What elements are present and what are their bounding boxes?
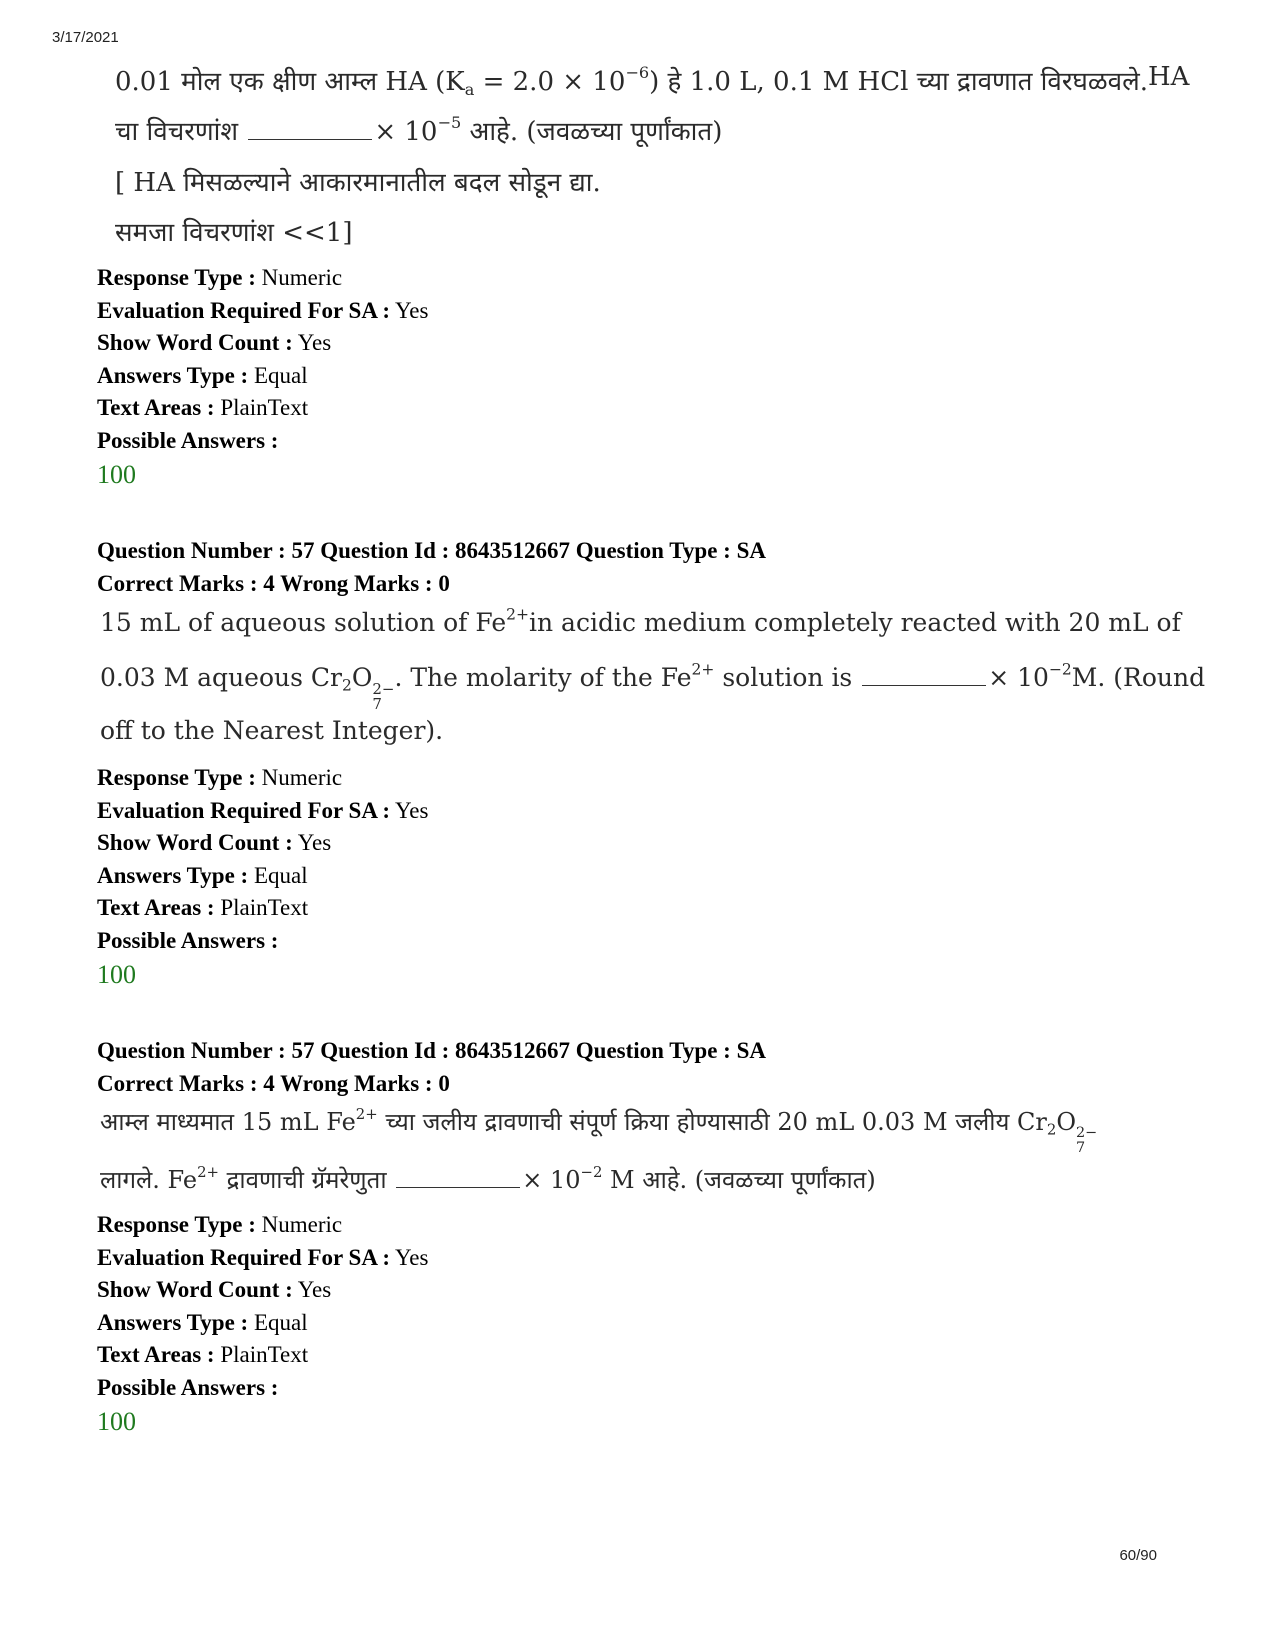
q56-line-1-end: HA xyxy=(1147,62,1190,92)
q57-line-1-b: in acidic medium completely reacted with 20 mL of xyxy=(529,608,1181,637)
question-57-marathi-metadata xyxy=(97,1209,428,1440)
q56-line-1-main: 0.01 मोल एक क्षीण आम्ल HA $(K_a = 2.0 \times 10^{-6})$ हे 1.0 L, 0.1 M HCl च्या द्रावणात विरघळवले. xyxy=(115,62,1148,99)
possible-answers-row: Possible Answers : xyxy=(97,427,279,453)
answer-blank xyxy=(862,684,986,686)
question-57-english-metadata xyxy=(97,762,428,993)
response-type-row: Response Type : Numeric xyxy=(97,1212,343,1237)
q57-line-1-a: 15 mL of aqueous solution of $Fe^{2+}$ xyxy=(100,605,529,637)
question-57-header xyxy=(97,535,766,600)
evaluation-required-row: Evaluation Required For SA : Yes xyxy=(97,297,429,323)
q57-line-3: off to the Nearest Integer). xyxy=(100,716,444,745)
answers-type-row: Answers Type : Equal xyxy=(97,862,308,888)
answer-blank xyxy=(248,138,372,140)
question-number-line: Question Number : 57 Question Id : 8643512667 Question Type : SA xyxy=(97,538,766,563)
page-number: 60/90 xyxy=(1119,1547,1157,1564)
q56-line-2: चा विचरणांश × $10^{-5}$ आहे. (जवळच्या पूर्णांकात) xyxy=(115,112,723,147)
q56-line-3: [ HA मिसळल्याने आकारमानातील बदल सोडून द्या. xyxy=(115,168,601,198)
possible-answer-value: 100 xyxy=(97,1407,136,1436)
print-date: 3/17/2021 xyxy=(52,29,119,46)
question-57-marathi-text xyxy=(100,1105,1125,1200)
possible-answers-row: Possible Answers : xyxy=(97,927,279,953)
marks-line: Correct Marks : 4 Wrong Marks : 0 xyxy=(97,1070,450,1096)
question-56-metadata xyxy=(97,262,428,493)
evaluation-required-row: Evaluation Required For SA : Yes xyxy=(97,1244,429,1270)
question-56-marathi-text xyxy=(115,62,1190,252)
show-word-count-row: Show Word Count : Yes xyxy=(97,830,332,855)
q57-line-2-a: 0.03 M aqueous $Cr_2O$ 2− 7 . The molarity of the $Fe^{2+}$ solution is × $10^{-2}$ xyxy=(100,660,1072,713)
question-number-line: Question Number : 57 Question Id : 8643512667 Question Type : SA xyxy=(97,1038,766,1063)
possible-answer-value: 100 xyxy=(97,460,136,489)
evaluation-required-row: Evaluation Required For SA : Yes xyxy=(97,797,429,823)
marks-line: Correct Marks : 4 Wrong Marks : 0 xyxy=(97,570,450,596)
possible-answers-row: Possible Answers : xyxy=(97,1374,279,1400)
q57-line-2-e: M. (Round xyxy=(1071,663,1206,692)
response-type-row: Response Type : Numeric xyxy=(97,265,343,290)
question-57-english-text xyxy=(100,605,1206,748)
q57mr-line-1: आम्ल माध्यमात 15 mL $Fe^{2+}$ च्या जलीय द्रावणाची संपूर्ण क्रिया होण्यासाठी 20 mL 0.03 M जलीय $Cr_2O$ 2− 7 xyxy=(100,1104,1098,1156)
q56-line-1 xyxy=(115,62,1190,99)
possible-answer-value: 100 xyxy=(97,960,136,989)
response-type-row: Response Type : Numeric xyxy=(97,765,343,790)
answers-type-row: Answers Type : Equal xyxy=(97,362,308,388)
text-areas-row: Text Areas : PlainText xyxy=(97,895,309,920)
q57-line-2 xyxy=(100,660,1206,713)
show-word-count-row: Show Word Count : Yes xyxy=(97,1277,332,1302)
question-57-marathi-header xyxy=(97,1035,766,1100)
answer-blank xyxy=(396,1186,520,1188)
q57mr-line-2: लागले. $Fe^{2+}$ द्रावणाची ग्रॅमरेणुता × $10^{-2}$ M आहे. (जवळच्या पूर्णांकात) xyxy=(100,1162,876,1194)
answers-type-row: Answers Type : Equal xyxy=(97,1309,308,1335)
q56-line-4: समजा विचरणांश <<1] xyxy=(115,218,353,248)
show-word-count-row: Show Word Count : Yes xyxy=(97,330,332,355)
q57-line-1 xyxy=(100,605,1181,637)
text-areas-row: Text Areas : PlainText xyxy=(97,395,309,420)
text-areas-row: Text Areas : PlainText xyxy=(97,1342,309,1367)
